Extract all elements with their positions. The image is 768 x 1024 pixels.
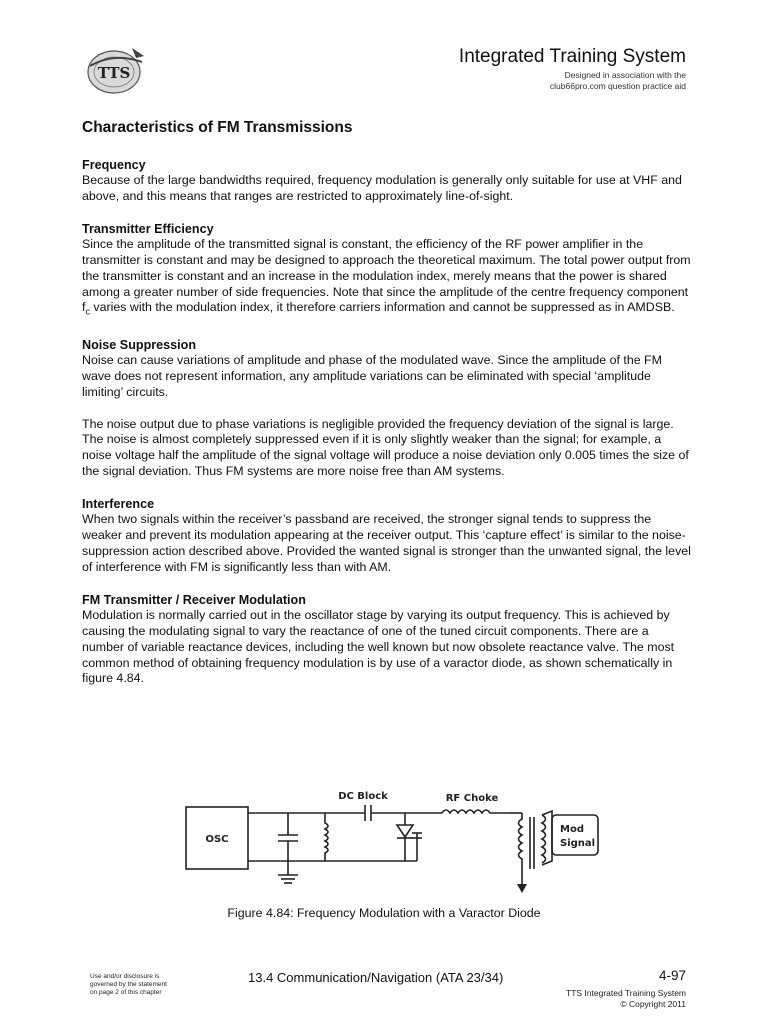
page-number: 4-97 (658, 968, 686, 983)
section-interference (82, 496, 692, 576)
footer-copyright (566, 988, 686, 1010)
footer-legal-line: governed by the statement (90, 981, 167, 988)
header-subtitle-line1: Designed in association with the (564, 70, 686, 80)
section-paragraph: When two signals within the receiver’s passband are received, the stronger signal tends to suppress the weaker and prevent its modulation appearing at the receiver output. This ‘capture effect’ is similar to the noise-suppression action described above. Provided the wanted signal is stronger than the unwanted signal, the level of interference with FM is significantly less than with AM. (82, 512, 691, 574)
footer-legal-line: on page 2 of this chapter (90, 989, 162, 996)
section-heading: FM Transmitter / Receiver Modulation (82, 592, 306, 607)
mod-label: Mod (560, 824, 584, 835)
figure-caption: Figure 4.84: Frequency Modulation with a Varactor Diode (227, 906, 541, 920)
paragraph-text: varies with the modulation index, it therefore carriers information and cannot be suppressed as in AMDSB. (89, 300, 675, 315)
footer-chapter: 13.4 Communication/Navigation (ATA 23/34) (248, 970, 504, 985)
section-heading: Frequency (82, 158, 146, 172)
header-title: Integrated Training System (458, 46, 686, 67)
logo-text: TTS (97, 64, 131, 82)
section-paragraph: Modulation is normally carried out in the oscillator stage by varying its output frequency. This is achieved by causing the modulating signal to vary the reactance of one of the tuned circuit components. There are a number of variable reactance devices, including the well known but now obsolete reactance valve. The most common method of obtaining frequency modulation is by use of a varactor diode, as shown schematically in figure 4.84. (82, 607, 675, 686)
tts-logo (80, 42, 150, 98)
footer-right-line: TTS Integrated Training System (566, 988, 686, 998)
footer-right-line: © Copyright 2011 (620, 999, 686, 1009)
document-body (82, 157, 692, 703)
footer-legal (90, 973, 167, 997)
section-paragraph (82, 237, 692, 321)
section-transmitter-efficiency (82, 221, 692, 321)
osc-label: OSC (205, 834, 229, 845)
header-subtitle-line2: club66pro.com question practice aid (549, 81, 686, 91)
section-noise-suppression (82, 337, 692, 480)
paragraph-text: Since the amplitude of the transmitted signal is constant, the efficiency of the RF power amplifier in the transmitter is constant and may be designed to approach the theoretical maximum. The total power output from the transmitter is constant and an increase in the modulation index, merely means that the power is shared among a greater number of side frequencies. Note that since the amplitude of the centre frequency component f (82, 236, 691, 315)
section-paragraph: The noise output due to phase variations is negligible provided the frequency deviation of the signal is large. The noise is almost completely suppressed even if it is only slightly weaker than the signal; for example, a noise voltage half the amplitude of the signal voltage will produce a noise deviation only 0.005 times the size of the signal deviation. Thus FM systems are more noise free than AM systems. (82, 416, 689, 479)
page-title: Characteristics of FM Transmissions (82, 119, 353, 136)
varactor-schematic (180, 785, 610, 897)
signal-label: Signal (560, 838, 596, 849)
section-heading: Transmitter Efficiency (82, 221, 214, 236)
footer-legal-line: Use and/or disclosure is (90, 973, 160, 980)
section-heading: Interference (82, 497, 155, 512)
section-heading: Noise Suppression (82, 337, 197, 352)
section-paragraph: Because of the large bandwidths required, frequency modulation is generally only suitable for use at VHF and above, and this means that ranges are restricted to approximately line-of-sight. (82, 173, 682, 203)
section-fm-modulation (82, 592, 692, 688)
section-paragraph: Noise can cause variations of amplitude and phase of the modulated wave. Since the amplitude of the FM wave does not represent information, any amplitude variations can be eliminated with special ‘amplitude limiting’ circuits. (82, 352, 662, 399)
rf-choke-label: RF Choke (445, 793, 499, 804)
subscript-c: c (85, 306, 90, 317)
header-subtitle (550, 70, 686, 92)
dc-block-label: DC Block (338, 791, 388, 802)
section-frequency (82, 157, 692, 205)
